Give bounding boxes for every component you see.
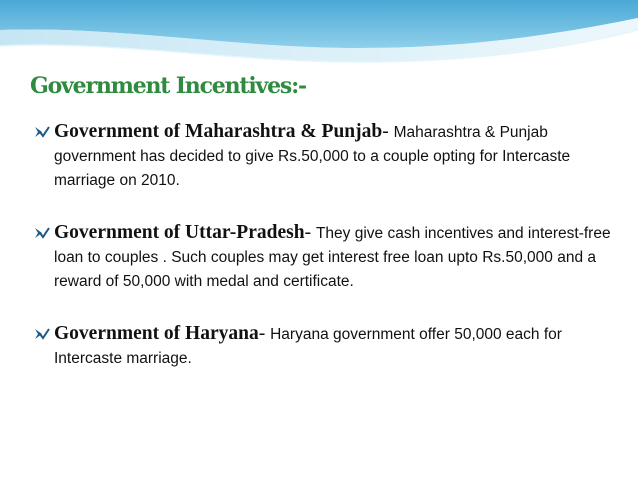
list-item [32, 322, 612, 371]
header-wave-decoration [0, 0, 638, 70]
item-heading: Government of Uttar-Pradesh [54, 222, 305, 243]
item-text: Haryana government offer 50,000 each for Intercaste marriage. [54, 326, 562, 367]
bullet-list [32, 120, 612, 371]
item-text: Maharashtra & Punjab government has decided to give Rs.50,000 to a couple opting for Intercaste marriage on 2010. [54, 124, 571, 189]
list-item [32, 221, 612, 294]
item-heading: Government of Haryana [54, 323, 259, 344]
list-item [32, 120, 612, 193]
item-separator: - [304, 222, 316, 243]
item-separator: - [382, 121, 394, 142]
item-heading: Government of Maharashtra & Punjab [54, 121, 383, 142]
arrow-checkmark-icon [34, 226, 50, 240]
item-separator: - [258, 323, 271, 344]
arrow-checkmark-icon [34, 327, 50, 341]
item-text: They give cash incentives and interest-free loan to couples . Such couples may get interest free loan upto Rs.50,000 and a reward of 50,000 with medal and certificate. [54, 225, 611, 290]
slide-title: Government Incentives:- [30, 73, 306, 99]
arrow-checkmark-icon [34, 125, 50, 139]
